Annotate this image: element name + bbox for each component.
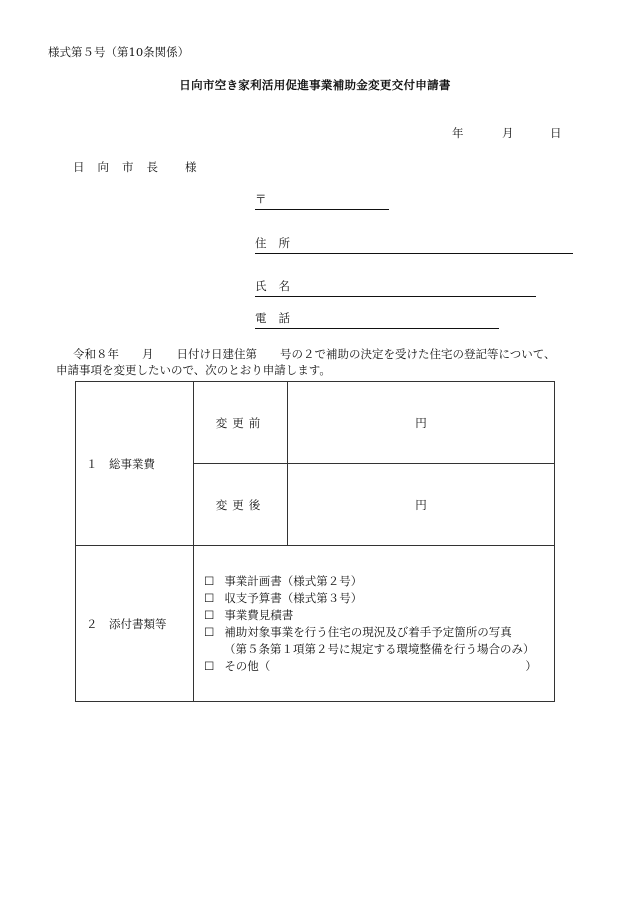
attachment-label: 事業計画書（様式第２号） bbox=[224, 573, 363, 588]
date-year-label: 年 bbox=[452, 126, 464, 140]
statement-line-2: 申請事項を変更したいので、次のとおり申請します。 bbox=[56, 363, 331, 377]
attachment-item bbox=[204, 607, 554, 624]
attachment-label: 補助対象事業を行う住宅の現況及び着手予定箇所の写真 bbox=[224, 624, 512, 639]
name-label: 氏名 bbox=[255, 279, 302, 293]
checkbox[interactable]: ☐ bbox=[204, 607, 215, 622]
attachment-item bbox=[204, 573, 554, 590]
attachments-list bbox=[194, 546, 555, 702]
address-label: 住所 bbox=[255, 236, 302, 250]
after-change-label: 変更後 bbox=[194, 464, 288, 546]
checkbox[interactable]: ☐ bbox=[204, 590, 215, 605]
yen-unit: 円 bbox=[415, 497, 427, 512]
addressee-char: 向 bbox=[97, 160, 109, 174]
attachment-label: 収支予算書（様式第３号） bbox=[224, 590, 363, 605]
attachments-label: ２ 添付書類等 bbox=[76, 546, 194, 702]
yen-unit: 円 bbox=[415, 415, 427, 430]
before-change-amount bbox=[288, 382, 555, 464]
after-change-amount bbox=[288, 464, 555, 546]
statement-line-1: 令和８年 月 日付け日建住第 号の２で補助の決定を受けた住宅の登記等について、 bbox=[73, 347, 556, 361]
postal-code-field bbox=[255, 194, 389, 210]
before-change-label: 変更前 bbox=[194, 382, 288, 464]
addressee-char: 市 bbox=[122, 160, 134, 174]
postal-mark: 〒 bbox=[255, 192, 267, 206]
application-table bbox=[75, 381, 555, 702]
attachment-item bbox=[204, 624, 554, 641]
attachment-item bbox=[204, 590, 554, 607]
addressee-char: 日 bbox=[73, 160, 85, 174]
attachment-item-other bbox=[204, 658, 554, 675]
form-number: 様式第５号（第10条関係） bbox=[48, 45, 190, 59]
document-title: 日向市空き家利活用促進事業補助金変更交付申請書 bbox=[179, 78, 451, 92]
other-close: ） bbox=[525, 658, 537, 673]
date-day-label: 日 bbox=[550, 126, 562, 140]
phone-field bbox=[255, 313, 499, 329]
checkbox[interactable]: ☐ bbox=[204, 573, 215, 588]
checkbox[interactable]: ☐ bbox=[204, 624, 215, 639]
address-field bbox=[255, 238, 573, 254]
name-field bbox=[255, 281, 536, 297]
attachment-label: 事業費見積書 bbox=[224, 607, 294, 622]
application-statement bbox=[56, 346, 596, 378]
addressee-char: 長 bbox=[146, 160, 158, 174]
other-label: その他（ bbox=[224, 658, 271, 673]
attachment-note: （第５条第１項第２号に規定する環境整備を行う場合のみ） bbox=[224, 641, 535, 656]
addressee bbox=[73, 162, 197, 174]
phone-label: 電話 bbox=[255, 311, 302, 325]
date-month-label: 月 bbox=[502, 126, 514, 140]
checkbox[interactable]: ☐ bbox=[204, 658, 215, 673]
total-cost-label: １ 総事業費 bbox=[76, 382, 194, 546]
addressee-honorific: 様 bbox=[185, 160, 197, 174]
